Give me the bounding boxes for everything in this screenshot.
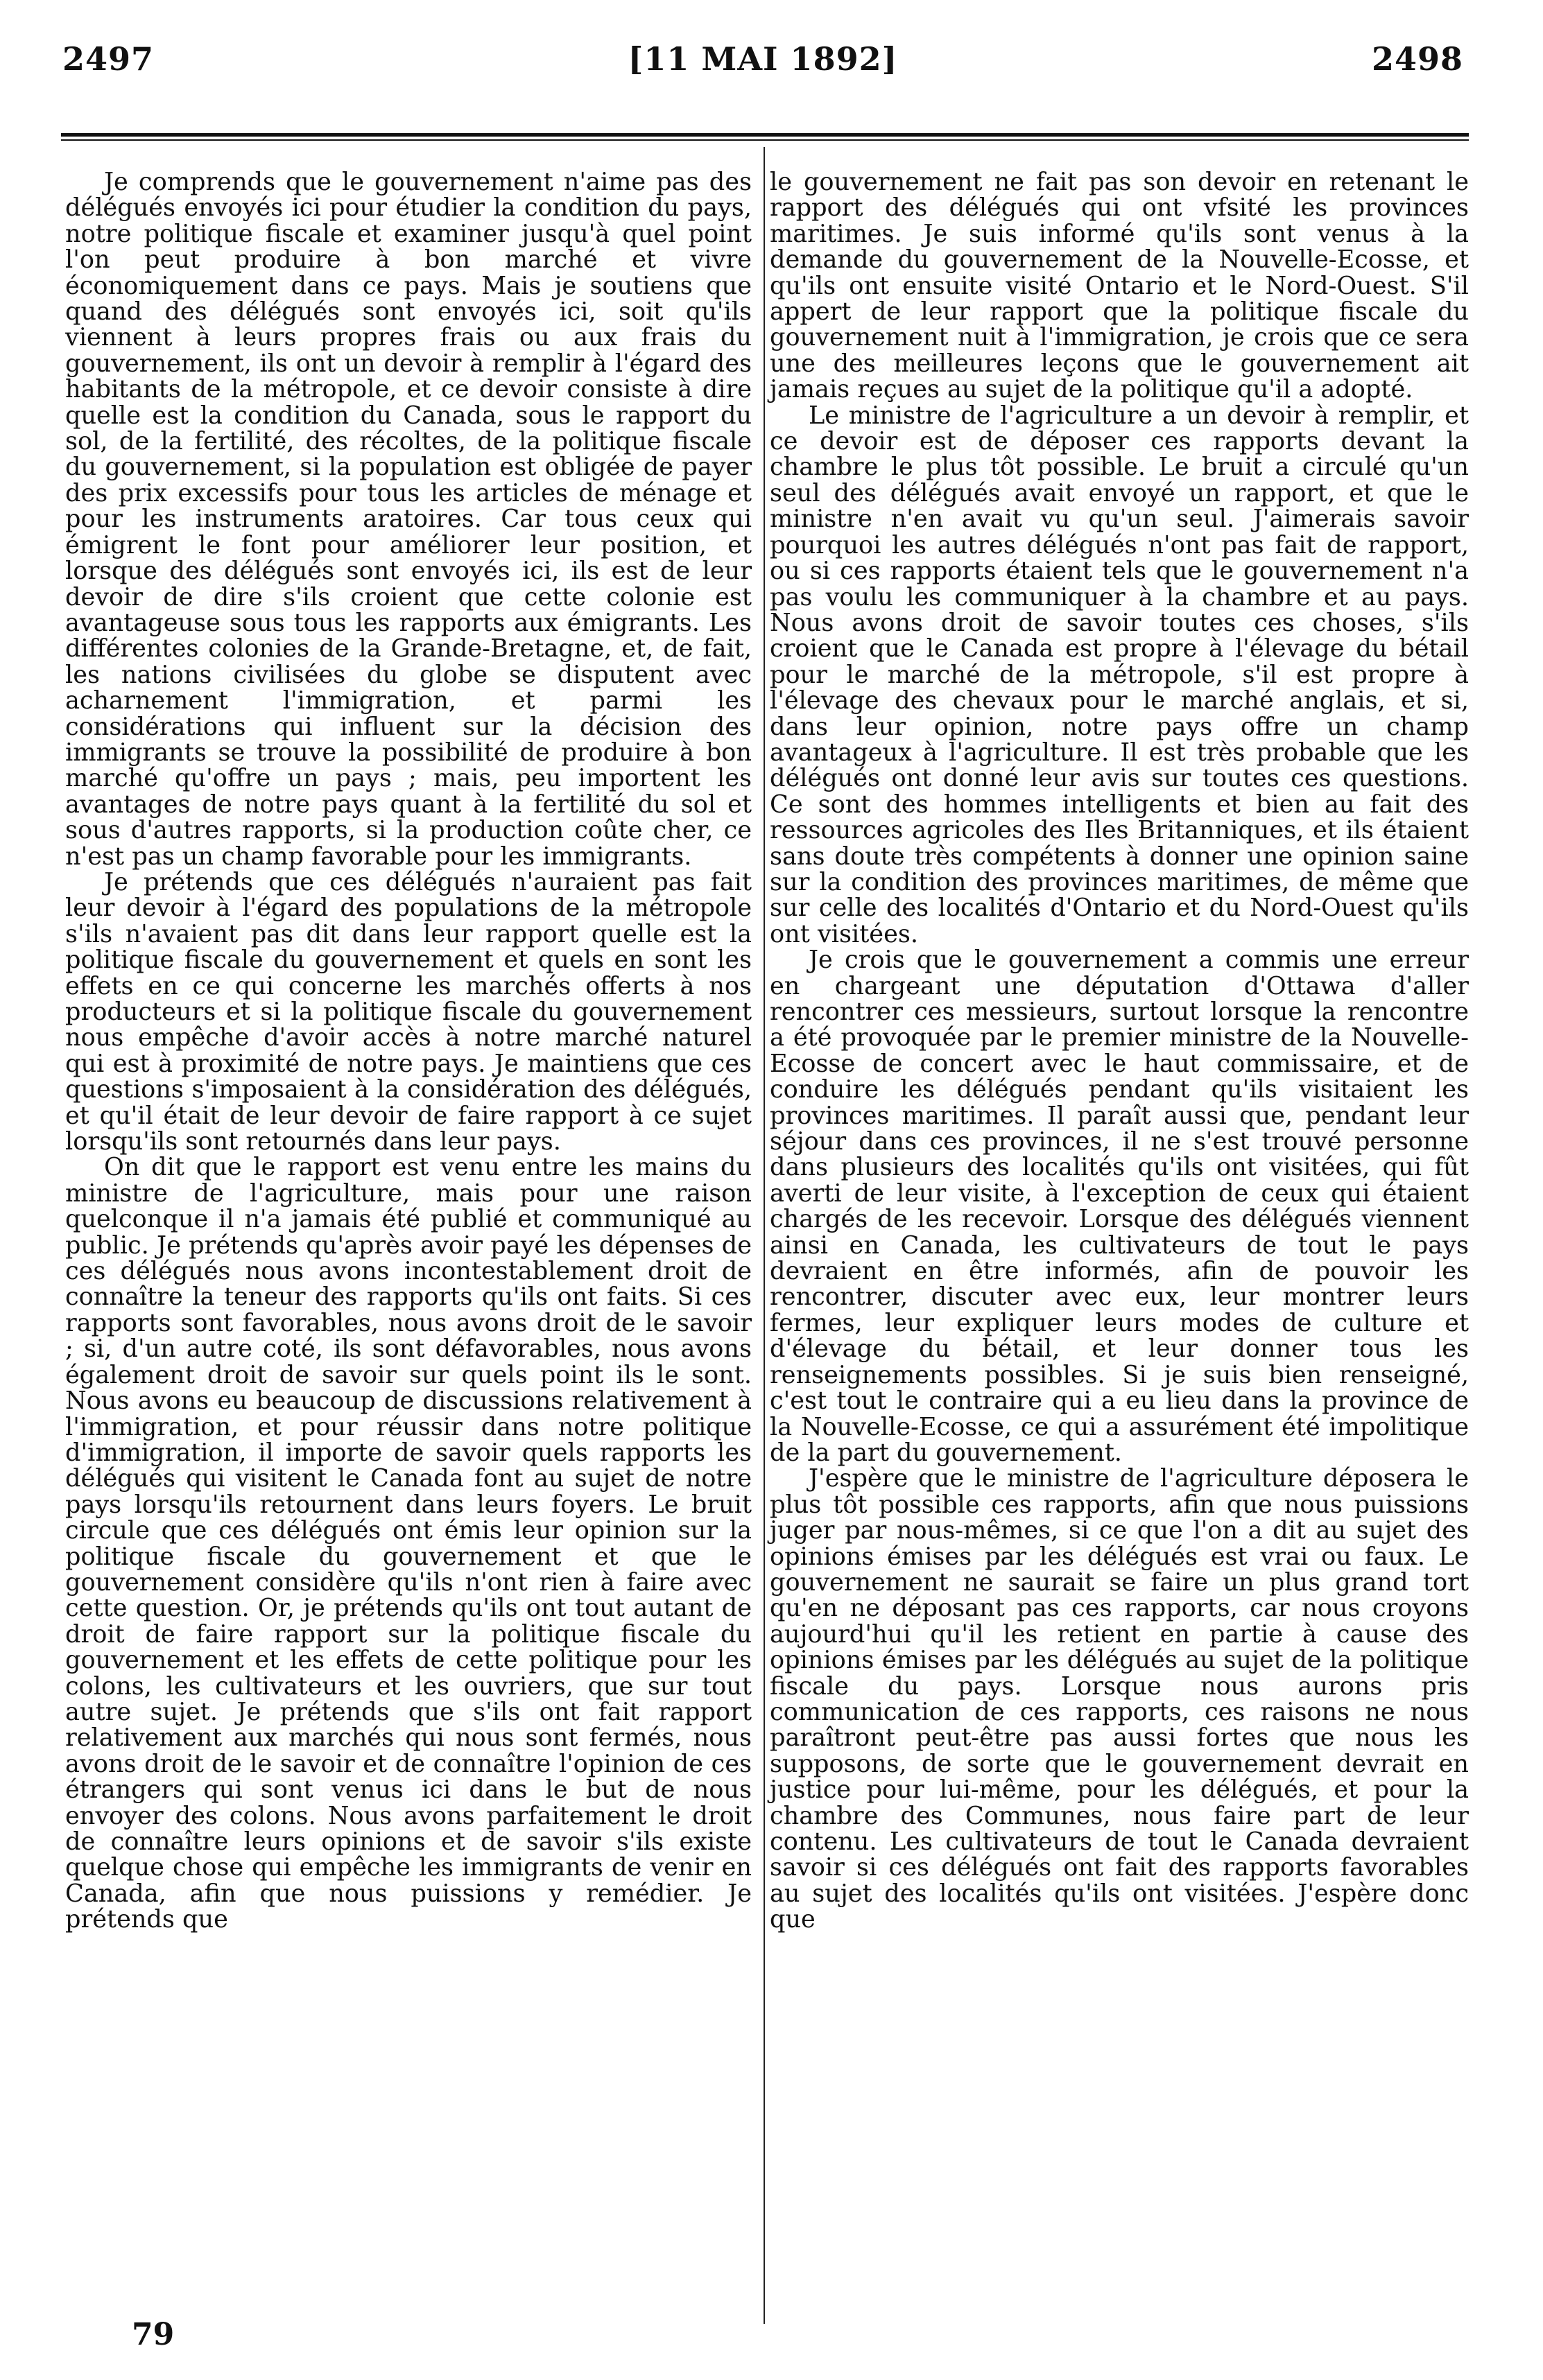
paragraph: Le ministre de l'agriculture a un devoir à remplir, et ce devoir est de déposer ces rapports devant la chambre le plus tôt possible. Le bruit a circulé qu'un seul des délégués avait envoyé un rapport, et que le ministre n'en avait vu qu'un seul. J'aimerais savoir pourquoi les autres délégués n'ont pas fait de rapport, ou si ces rapports étaient tels que le gouvernement n'a pas voulu les communiquer à la chambre et au pays. Nous avons droit de savoir toutes ces choses, s'ils croient que le Canada est propre à l'élevage du bétail pour le marché de la métropole, s'il est propre à l'élevage des chevaux pour le marché anglais, et si, dans leur opinion, notre pays offre un champ avantageux à l'agriculture. Il est très probable que les délégués ont donné leur avis sur toutes ces questions. Ce sont des hommes intelligents et bien au fait des ressources agricoles des Iles Britanniques, et ils étaient sans doute très compétents à donner une opinion saine sur la condition des provinces maritimes, de même que sur celle des localités d'Ontario et du Nord-Ouest qu'ils ont visitées. <box>770 401 1469 948</box>
page-header <box>62 40 1463 96</box>
paragraph: Je crois que le gouvernement a commis une erreur en chargeant une députation d'Ottawa d'aller rencontrer ces messieurs, surtout lorsque la rencontre a été provoquée par le premier ministre de la Nouvelle-Ecosse de concert avec le haut commissaire, et de conduire les délégués pendant qu'ils visitaient les provinces maritimes. Il paraît aussi que, pendant leur séjour dans ces provinces, il ne s'est trouvé personne dans plusieurs des localités qu'ils ont visitées, qui fût averti de leur visite, à l'exception de ceux qui étaient chargés de les recevoir. Lorsque des délégués viennent ainsi en Canada, les cultivateurs de tout le pays devraient en être informés, afin de pouvoir les rencontrer, discuter avec eux, leur montrer leurs fermes, leur expliquer leurs modes de culture et d'élevage du bétail, et leur donner tous les renseignements possibles. Si je suis bien renseigné, c'est tout le contraire qui a eu lieu dans la province de la Nouvelle-Ecosse, ce qui a assurément été impolitique de la part du gouvernement. <box>770 946 1469 1467</box>
paragraph: On dit que le rapport est venu entre les mains du ministre de l'agriculture, mais pour une raison quelconque il n'a jamais été publié et communiqué au public. Je prétends qu'après avoir payé les dépenses de ces délégués nous avons incontestablement droit de connaître la teneur des rapports qu'ils ont faits. Si ces rapports sont favorables, nous avons droit de le savoir ; si, d'un autre coté, ils sont défavorables, nous avons également droit de savoir sur quels point ils le sont. Nous avons eu beaucoup de discussions relativement à l'immigration, et pour réussir dans notre politique d'immigration, il importe de savoir quels rapports les délégués qui visitent le Canada font au sujet de notre pays lorsqu'ils retournent dans leurs foyers. Le bruit circule que ces délégués ont émis leur opinion sur la politique fiscale du gouvernement et que le gouvernement considère qu'ils n'ont rien à faire avec cette question. Or, je prétends qu'ils ont tout autant de droit de faire rapport sur la politique fiscale du gouvernement et les effets de cette politique pour les colons, les cultivateurs et les ouvriers, que sur tout autre sujet. Je prétends que s'ils ont fait rapport relativement aux marchés qui nous sont fermés, nous avons droit de le savoir et de connaître l'opinion de ces étrangers qui sont venus ici dans le but de nous envoyer des colons. Nous avons parfaitement le droit de connaître leurs opinions et de savoir s'ils existe quelque chose qui empêche les immigrants de venir en Canada, afin que nous puissions y remédier. Je prétends que <box>65 1153 752 1934</box>
paragraph: J'espère que le ministre de l'agriculture déposera le plus tôt possible ces rapports, afin que nous puissions juger par nous-mêmes, si ce que l'on a dit au sujet des opinions émises par les délégués est vrai ou faux. Le gouvernement ne saurait se faire un plus grand tort qu'en ne déposant pas ces rapports, car nous croyons aujourd'hui qu'il les retient en partie à cause des opinions émises par les délégués au sujet de la politique fiscale du pays. Lorsque nous aurons pris communication de ces rapports, ces raisons ne nous paraîtront peut-être pas aussi fortes que nous les supposons, de sorte que le gouvernement devrait en justice pour lui-même, pour les délégués, et pour la chambre des Communes, nous faire part de leur contenu. Les cultivateurs de tout le Canada devraient savoir si ces délégués ont fait des rapports favorables au sujet des localités qu'ils ont visitées. J'espère donc que <box>770 1464 1469 1934</box>
folio-number: 79 <box>132 2317 175 2352</box>
right-column <box>770 169 1469 1933</box>
paragraph: Je prétends que ces délégués n'auraient pas fait leur devoir à l'égard des populations de la métropole s'ils n'avaient pas dit dans leur rapport quelle est la politique fiscale du gouvernement et quels en sont les effets en ce qui concerne les marchés offerts à nos producteurs et si la politique fiscale du gouvernement nous empêche d'avoir accès à notre marché naturel qui est à proximité de notre pays. Je maintiens que ces questions s'imposaient à la considération des délégués, et qu'il était de leur devoir de faire rapport à ce sujet lorsqu'ils sont retournés dans leur pays. <box>65 867 752 1156</box>
column-divider <box>764 147 765 2324</box>
header-date: [11 MAI 1892] <box>628 40 898 78</box>
left-column <box>65 169 752 1933</box>
paragraph-continued: le gouvernement ne fait pas son devoir en retenant le rapport des délégués qui ont vfsité les provinces maritimes. Je suis informé qu'ils sont venus à la demande du gouvernement de la Nouvelle-Ecosse, et qu'ils ont ensuite visité Ontario et le Nord-Ouest. S'il appert de leur rapport que la politique fiscale du gouvernement nuit à l'immigration, je crois que ce sera une des meilleures leçons que le gouvernement ait jamais reçues au sujet de la politique qu'il a adopté. <box>770 168 1469 404</box>
paragraph: Je comprends que le gouvernement n'aime pas des délégués envoyés ici pour étudier la condition du pays, notre politique fiscale et examiner jusqu'à quel point l'on peut produire à bon marché et vivre économiquement dans ce pays. Mais je soutiens que quand des délégués sont envoyés ici, soit qu'ils viennent à leurs propres frais ou aux frais du gouvernement, ils ont un devoir à remplir à l'égard des habitants de la métropole, et ce devoir consiste à dire quelle est la condition du Canada, sous le rapport du sol, de la fertilité, des récoltes, de la politique fiscale du gouvernement, si la population est obligée de payer des prix excessifs pour tous les articles de ménage et pour les instruments aratoires. Car tous ceux qui émigrent le font pour améliorer leur position, et lorsque des délégués sont envoyés ici, ils est de leur devoir de dire s'ils croient que cette colonie est avantageuse sous tous les rapports aux émigrants. Les différentes colonies de la Grande-Bretagne, et, de fait, les nations civilisées du globe se disputent avec acharnement l'immigration, et parmi les considérations qui influent sur la décision des immigrants se trouve la possibilité de produire à bon marché qu'offre un pays ; mais, peu importent les avantages de notre pays quant à la fertilité du sol et sous d'autres rapports, si la production coûte cher, ce n'est pas un champ favorable pour les immigrants. <box>65 168 752 871</box>
header-rule-thick <box>61 133 1469 137</box>
header-page-number-right: 2498 <box>1371 40 1463 78</box>
header-page-number-left: 2497 <box>62 40 155 78</box>
header-rule-thin <box>61 139 1469 141</box>
